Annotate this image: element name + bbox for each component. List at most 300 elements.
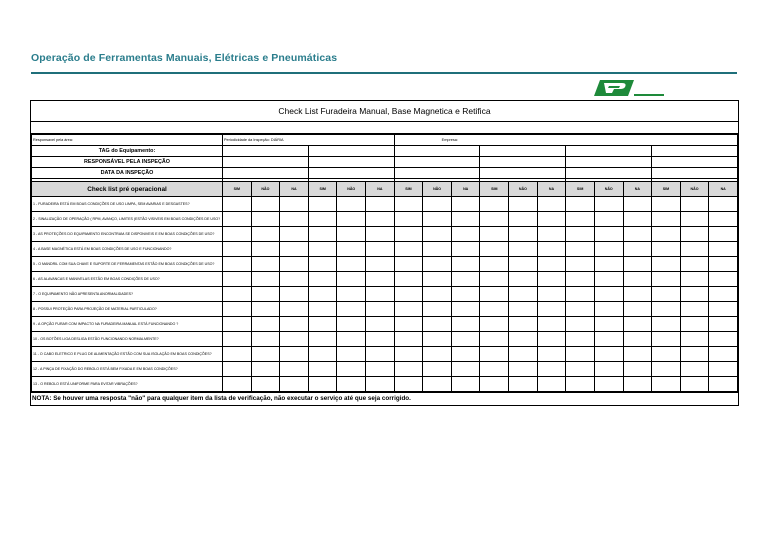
answer-cell[interactable] — [480, 332, 509, 347]
entry-cell[interactable] — [308, 168, 394, 179]
answer-cell[interactable] — [652, 287, 681, 302]
checklist-header: Check list pré operacional — [32, 182, 223, 197]
answer-cell[interactable] — [480, 362, 509, 377]
answer-cell[interactable] — [623, 377, 652, 392]
answer-cell[interactable] — [223, 227, 252, 242]
document-title: Check List Furadeira Manual, Base Magnetica e Retifica — [31, 101, 738, 122]
checklist-item-label: 11 - O CABO ELETRICO E PLUG DE ALIMENTAÇÃO ESTÃO COM SUA ISOLAÇÃO EM BOAS CONDIÇÕES? — [32, 347, 223, 362]
answer-cell[interactable] — [652, 347, 681, 362]
answer-cell[interactable] — [308, 362, 337, 377]
answer-cell[interactable] — [652, 212, 681, 227]
entry-cell[interactable] — [652, 146, 738, 157]
answer-cell[interactable] — [423, 227, 452, 242]
answer-cell[interactable] — [394, 302, 423, 317]
answer-cell[interactable] — [366, 362, 395, 377]
answer-cell[interactable] — [337, 317, 366, 332]
answer-cell[interactable] — [623, 317, 652, 332]
answer-cell[interactable] — [308, 272, 337, 287]
entry-cell[interactable] — [652, 157, 738, 168]
answer-cell[interactable] — [337, 332, 366, 347]
answer-cell[interactable] — [566, 362, 595, 377]
answer-cell[interactable] — [337, 212, 366, 227]
answer-cell[interactable] — [366, 212, 395, 227]
answer-cell[interactable] — [709, 197, 738, 212]
answer-cell[interactable] — [366, 287, 395, 302]
answer-cell[interactable] — [480, 347, 509, 362]
answer-cell[interactable] — [251, 317, 280, 332]
answer-cell[interactable] — [423, 287, 452, 302]
entry-cell[interactable] — [480, 146, 566, 157]
answer-cell[interactable] — [451, 242, 480, 257]
answer-cell[interactable] — [537, 257, 566, 272]
checklist-sheet — [30, 100, 739, 406]
answer-cell[interactable] — [509, 302, 538, 317]
answer-cell[interactable] — [308, 347, 337, 362]
answer-cell[interactable] — [280, 212, 309, 227]
entry-cell[interactable] — [480, 157, 566, 168]
answer-cell[interactable] — [280, 302, 309, 317]
answer-cell[interactable] — [280, 227, 309, 242]
company-logo-icon — [594, 79, 666, 98]
answer-cell[interactable] — [680, 212, 709, 227]
answer-cell[interactable] — [623, 257, 652, 272]
answer-cell[interactable] — [223, 242, 252, 257]
checklist-item-row — [32, 242, 738, 257]
answer-cell[interactable] — [280, 242, 309, 257]
answer-cell[interactable] — [480, 302, 509, 317]
answer-cell[interactable] — [366, 227, 395, 242]
checklist-item-label: 13 - O REBOLO ESTÁ UNIFORME PARA EVITAR VIBRAÇÕES? — [32, 377, 223, 392]
answer-cell[interactable] — [509, 197, 538, 212]
answer-cell[interactable] — [594, 272, 623, 287]
entry-cell[interactable] — [566, 146, 652, 157]
answer-cell[interactable] — [308, 317, 337, 332]
answer-cell[interactable] — [451, 302, 480, 317]
answer-cell[interactable] — [423, 242, 452, 257]
answer-cell[interactable] — [680, 302, 709, 317]
answer-cell[interactable] — [652, 362, 681, 377]
answer-cell[interactable] — [709, 302, 738, 317]
column-header-na: NA — [280, 182, 309, 197]
answer-cell[interactable] — [623, 287, 652, 302]
answer-cell[interactable] — [251, 257, 280, 272]
entry-cell[interactable] — [308, 146, 394, 157]
answer-cell[interactable] — [451, 212, 480, 227]
answer-cell[interactable] — [680, 377, 709, 392]
answer-cell[interactable] — [337, 242, 366, 257]
answer-cell[interactable] — [223, 377, 252, 392]
column-header-sim: SIM — [223, 182, 252, 197]
answer-cell[interactable] — [366, 302, 395, 317]
answer-cell[interactable] — [594, 257, 623, 272]
answer-cell[interactable] — [709, 377, 738, 392]
column-header-nao: NÃO — [680, 182, 709, 197]
answer-cell[interactable] — [480, 212, 509, 227]
checklist-item-label: 12 - A PINÇA DE FIXAÇÃO DO REBOLO ESTÁ BEM FIXADA E EM BOAS CONDIÇÕES? — [32, 362, 223, 377]
answer-cell[interactable] — [366, 377, 395, 392]
answer-cell[interactable] — [251, 332, 280, 347]
answer-cell[interactable] — [308, 257, 337, 272]
answer-cell[interactable] — [566, 377, 595, 392]
column-header-nao: NÃO — [337, 182, 366, 197]
checklist-item-label: 8 - POSSUI PROTEÇÃO PARA PROJEÇÃO DE MATERIAL PARTICULADO? — [32, 302, 223, 317]
answer-cell[interactable] — [480, 227, 509, 242]
answer-cell[interactable] — [537, 242, 566, 257]
answer-cell[interactable] — [566, 302, 595, 317]
answer-cell[interactable] — [394, 362, 423, 377]
answer-cell[interactable] — [709, 272, 738, 287]
answer-cell[interactable] — [366, 347, 395, 362]
answer-cell[interactable] — [366, 317, 395, 332]
checklist-item-row — [32, 197, 738, 212]
answer-cell[interactable] — [537, 287, 566, 302]
answer-cell[interactable] — [652, 332, 681, 347]
answer-cell[interactable] — [566, 212, 595, 227]
entry-cell[interactable] — [480, 168, 566, 179]
answer-cell[interactable] — [366, 197, 395, 212]
column-header-na: NA — [537, 182, 566, 197]
column-header-sim: SIM — [308, 182, 337, 197]
answer-cell[interactable] — [251, 227, 280, 242]
answer-cell[interactable] — [394, 257, 423, 272]
answer-cell[interactable] — [594, 212, 623, 227]
entry-cell[interactable] — [394, 168, 480, 179]
answer-cell[interactable] — [623, 242, 652, 257]
answer-cell[interactable] — [623, 347, 652, 362]
answer-cell[interactable] — [451, 377, 480, 392]
answer-cell[interactable] — [451, 257, 480, 272]
answer-cell[interactable] — [251, 347, 280, 362]
answer-cell[interactable] — [594, 287, 623, 302]
answer-cell[interactable] — [680, 332, 709, 347]
answer-cell[interactable] — [223, 347, 252, 362]
checklist-item-label: 10 - OS BOTÕES LIGA DESLIGA ESTÃO FUNCIONANDO NORMALMENTE? — [32, 332, 223, 347]
answer-cell[interactable] — [652, 317, 681, 332]
answer-cell[interactable] — [623, 227, 652, 242]
answer-cell[interactable] — [623, 362, 652, 377]
entry-cell[interactable] — [394, 157, 480, 168]
answer-cell[interactable] — [223, 332, 252, 347]
answer-cell[interactable] — [509, 242, 538, 257]
answer-cell[interactable] — [366, 242, 395, 257]
empresa-label — [394, 135, 737, 146]
answer-cell[interactable] — [423, 362, 452, 377]
answer-cell[interactable] — [280, 362, 309, 377]
answer-cell[interactable] — [251, 377, 280, 392]
answer-cell[interactable] — [223, 302, 252, 317]
entry-cell[interactable] — [652, 168, 738, 179]
entry-cell[interactable] — [394, 146, 480, 157]
empresa-text: Empresa: — [441, 138, 458, 142]
answer-cell[interactable] — [451, 227, 480, 242]
answer-cell[interactable] — [537, 197, 566, 212]
answer-cell[interactable] — [652, 377, 681, 392]
answer-cell[interactable] — [308, 212, 337, 227]
header-rule — [31, 72, 737, 74]
answer-cell[interactable] — [566, 347, 595, 362]
answer-cell[interactable] — [280, 377, 309, 392]
answer-cell[interactable] — [566, 272, 595, 287]
answer-cell[interactable] — [337, 197, 366, 212]
answer-cell[interactable] — [509, 362, 538, 377]
answer-cell[interactable] — [394, 377, 423, 392]
answer-cell[interactable] — [566, 227, 595, 242]
answer-cell[interactable] — [537, 332, 566, 347]
answer-cell[interactable] — [537, 227, 566, 242]
answer-cell[interactable] — [680, 257, 709, 272]
column-header-sim: SIM — [480, 182, 509, 197]
answer-cell[interactable] — [566, 317, 595, 332]
column-header-na: NA — [623, 182, 652, 197]
checklist-item-label: 9 - A OPÇÃO FURAR COM IMPACTO NA FURADEIRA MANUAL ESTÁ FUNCIONANDO ? — [32, 317, 223, 332]
answer-cell[interactable] — [394, 347, 423, 362]
answer-cell[interactable] — [223, 287, 252, 302]
answer-cell[interactable] — [308, 332, 337, 347]
answer-cell[interactable] — [251, 302, 280, 317]
answer-cell[interactable] — [251, 272, 280, 287]
checklist-item-label: 3 - AS PROTEÇÕES DO EQUIPAMENTO ENCONTRAM-SE DISPONIVEIS E EM BOAS CONDIÇÕES DE USO? — [32, 227, 223, 242]
answer-cell[interactable] — [480, 272, 509, 287]
column-header-na: NA — [451, 182, 480, 197]
answer-cell[interactable] — [509, 332, 538, 347]
answer-cell[interactable] — [509, 347, 538, 362]
answer-cell[interactable] — [680, 197, 709, 212]
answer-cell[interactable] — [423, 272, 452, 287]
answer-cell[interactable] — [308, 287, 337, 302]
answer-cell[interactable] — [709, 257, 738, 272]
answer-cell[interactable] — [537, 377, 566, 392]
answer-cell[interactable] — [623, 332, 652, 347]
answer-cell[interactable] — [366, 332, 395, 347]
answer-cell[interactable] — [251, 197, 280, 212]
answer-cell[interactable] — [566, 332, 595, 347]
answer-cell[interactable] — [451, 317, 480, 332]
checklist-item-label: 6 - AS ALAVANCAS E MANIVELAS ESTÃO EM BOAS CONDIÇÕES DE USO? — [32, 272, 223, 287]
answer-cell[interactable] — [394, 317, 423, 332]
answer-cell[interactable] — [709, 317, 738, 332]
checklist-item-row — [32, 347, 738, 362]
answer-cell[interactable] — [280, 332, 309, 347]
answer-cell[interactable] — [366, 257, 395, 272]
answer-cell[interactable] — [308, 227, 337, 242]
answer-cell[interactable] — [337, 287, 366, 302]
column-header-na: NA — [709, 182, 738, 197]
answer-cell[interactable] — [566, 242, 595, 257]
answer-cell[interactable] — [308, 377, 337, 392]
answer-cell[interactable] — [566, 197, 595, 212]
answer-cell[interactable] — [423, 197, 452, 212]
answer-cell[interactable] — [623, 197, 652, 212]
answer-cell[interactable] — [709, 242, 738, 257]
answer-cell[interactable] — [451, 287, 480, 302]
answer-cell[interactable] — [423, 302, 452, 317]
answer-cell[interactable] — [337, 377, 366, 392]
answer-cell[interactable] — [680, 287, 709, 302]
responsavel-inspecao-label: RESPONSÁVEL PELA INSPEÇÃO — [32, 157, 223, 168]
checklist-item-row — [32, 272, 738, 287]
answer-cell[interactable] — [451, 197, 480, 212]
answer-cell[interactable] — [394, 272, 423, 287]
answer-cell[interactable] — [594, 347, 623, 362]
answer-cell[interactable] — [709, 347, 738, 362]
entry-cell[interactable] — [223, 157, 309, 168]
answer-cell[interactable] — [223, 257, 252, 272]
answer-cell[interactable] — [308, 302, 337, 317]
answer-cell[interactable] — [566, 257, 595, 272]
tag-row — [32, 146, 738, 157]
answer-cell[interactable] — [251, 362, 280, 377]
answer-cell[interactable] — [251, 212, 280, 227]
checklist-table — [31, 134, 738, 392]
answer-cell[interactable] — [594, 317, 623, 332]
answer-cell[interactable] — [566, 287, 595, 302]
checklist-item-row — [32, 302, 738, 317]
answer-cell[interactable] — [423, 212, 452, 227]
answer-cell[interactable] — [280, 317, 309, 332]
answer-cell[interactable] — [594, 362, 623, 377]
note-text: NOTA: Se houver uma resposta "não" para qualquer item da lista de verificação, não executar o serviço até que seja corrigido. — [31, 392, 738, 405]
answer-cell[interactable] — [251, 242, 280, 257]
answer-cell[interactable] — [594, 302, 623, 317]
answer-cell[interactable] — [594, 332, 623, 347]
answer-cell[interactable] — [680, 317, 709, 332]
answer-cell[interactable] — [594, 197, 623, 212]
tag-label: TAG do Equipamento: — [32, 146, 223, 157]
answer-cell[interactable] — [680, 362, 709, 377]
answer-cell[interactable] — [652, 272, 681, 287]
answer-cell[interactable] — [652, 257, 681, 272]
answer-cell[interactable] — [652, 197, 681, 212]
answer-cell[interactable] — [509, 212, 538, 227]
answer-cell[interactable] — [394, 212, 423, 227]
data-inspecao-row — [32, 168, 738, 179]
answer-cell[interactable] — [223, 317, 252, 332]
answer-cell[interactable] — [451, 332, 480, 347]
answer-cell[interactable] — [594, 242, 623, 257]
answer-cell[interactable] — [423, 317, 452, 332]
answer-cell[interactable] — [680, 272, 709, 287]
answer-cell[interactable] — [537, 347, 566, 362]
answer-cell[interactable] — [680, 242, 709, 257]
answer-cell[interactable] — [337, 272, 366, 287]
answer-cell[interactable] — [394, 332, 423, 347]
answer-cell[interactable] — [480, 287, 509, 302]
checklist-item-row — [32, 362, 738, 377]
answer-cell[interactable] — [623, 212, 652, 227]
answer-cell[interactable] — [451, 362, 480, 377]
column-header-na: NA — [366, 182, 395, 197]
answer-cell[interactable] — [594, 377, 623, 392]
answer-cell[interactable] — [337, 257, 366, 272]
answer-cell[interactable] — [709, 212, 738, 227]
answer-cell[interactable] — [709, 227, 738, 242]
answer-cell[interactable] — [280, 272, 309, 287]
checklist-item-label: 2 - SINALIZAÇÃO DE OPERAÇÃO ( RPM, AVANÇO, LIMITES )ESTÃO VISIVEIS EM BOAS CONDIÇÕES DE USO? — [32, 212, 223, 227]
answer-cell[interactable] — [509, 317, 538, 332]
answer-cell[interactable] — [680, 227, 709, 242]
entry-cell[interactable] — [308, 157, 394, 168]
answer-cell[interactable] — [652, 302, 681, 317]
answer-cell[interactable] — [652, 227, 681, 242]
answer-cell[interactable] — [709, 287, 738, 302]
data-inspecao-label: DATA DA INSPEÇÃO — [32, 168, 223, 179]
answer-cell[interactable] — [451, 347, 480, 362]
answer-cell[interactable] — [509, 227, 538, 242]
answer-cell[interactable] — [280, 287, 309, 302]
answer-cell[interactable] — [623, 272, 652, 287]
answer-cell[interactable] — [423, 377, 452, 392]
answer-cell[interactable] — [394, 242, 423, 257]
answer-cell[interactable] — [451, 272, 480, 287]
answer-cell[interactable] — [480, 317, 509, 332]
entry-cell[interactable] — [566, 168, 652, 179]
answer-cell[interactable] — [308, 242, 337, 257]
checklist-item-row — [32, 257, 738, 272]
checklist-item-row — [32, 332, 738, 347]
answer-cell[interactable] — [251, 287, 280, 302]
answer-cell[interactable] — [280, 257, 309, 272]
entry-cell[interactable] — [223, 146, 309, 157]
answer-cell[interactable] — [537, 212, 566, 227]
answer-cell[interactable] — [709, 332, 738, 347]
answer-cell[interactable] — [652, 242, 681, 257]
answer-cell[interactable] — [537, 317, 566, 332]
answer-cell[interactable] — [537, 302, 566, 317]
answer-cell[interactable] — [308, 197, 337, 212]
answer-cell[interactable] — [394, 287, 423, 302]
answer-cell[interactable] — [537, 362, 566, 377]
answer-cell[interactable] — [223, 362, 252, 377]
answer-cell[interactable] — [280, 347, 309, 362]
answer-cell[interactable] — [537, 272, 566, 287]
answer-cell[interactable] — [509, 257, 538, 272]
answer-cell[interactable] — [709, 362, 738, 377]
responsavel-label: Responsavel pela área: — [32, 135, 223, 146]
answer-cell[interactable] — [223, 197, 252, 212]
answer-cell[interactable] — [509, 272, 538, 287]
answer-cell[interactable] — [366, 272, 395, 287]
answer-cell[interactable] — [394, 197, 423, 212]
entry-cell[interactable] — [566, 157, 652, 168]
answer-cell[interactable] — [423, 347, 452, 362]
answer-cell[interactable] — [480, 377, 509, 392]
answer-cell[interactable] — [680, 347, 709, 362]
answer-cell[interactable] — [623, 302, 652, 317]
entry-cell[interactable] — [223, 168, 309, 179]
checklist-item-row — [32, 212, 738, 227]
answer-cell[interactable] — [480, 197, 509, 212]
answer-cell[interactable] — [480, 242, 509, 257]
answer-cell[interactable] — [480, 257, 509, 272]
answer-cell[interactable] — [509, 377, 538, 392]
answer-cell[interactable] — [337, 227, 366, 242]
answer-cell[interactable] — [223, 272, 252, 287]
answer-cell[interactable] — [423, 332, 452, 347]
column-header-sim: SIM — [394, 182, 423, 197]
answer-cell[interactable] — [394, 227, 423, 242]
responsavel-inspecao-row — [32, 157, 738, 168]
answer-cell[interactable] — [337, 347, 366, 362]
answer-cell[interactable] — [594, 227, 623, 242]
answer-cell[interactable] — [280, 197, 309, 212]
column-header-nao: NÃO — [509, 182, 538, 197]
answer-cell[interactable] — [337, 362, 366, 377]
answer-cell[interactable] — [223, 212, 252, 227]
column-header-sim: SIM — [566, 182, 595, 197]
answer-cell[interactable] — [509, 287, 538, 302]
answer-cell[interactable] — [423, 257, 452, 272]
answer-cell[interactable] — [337, 302, 366, 317]
